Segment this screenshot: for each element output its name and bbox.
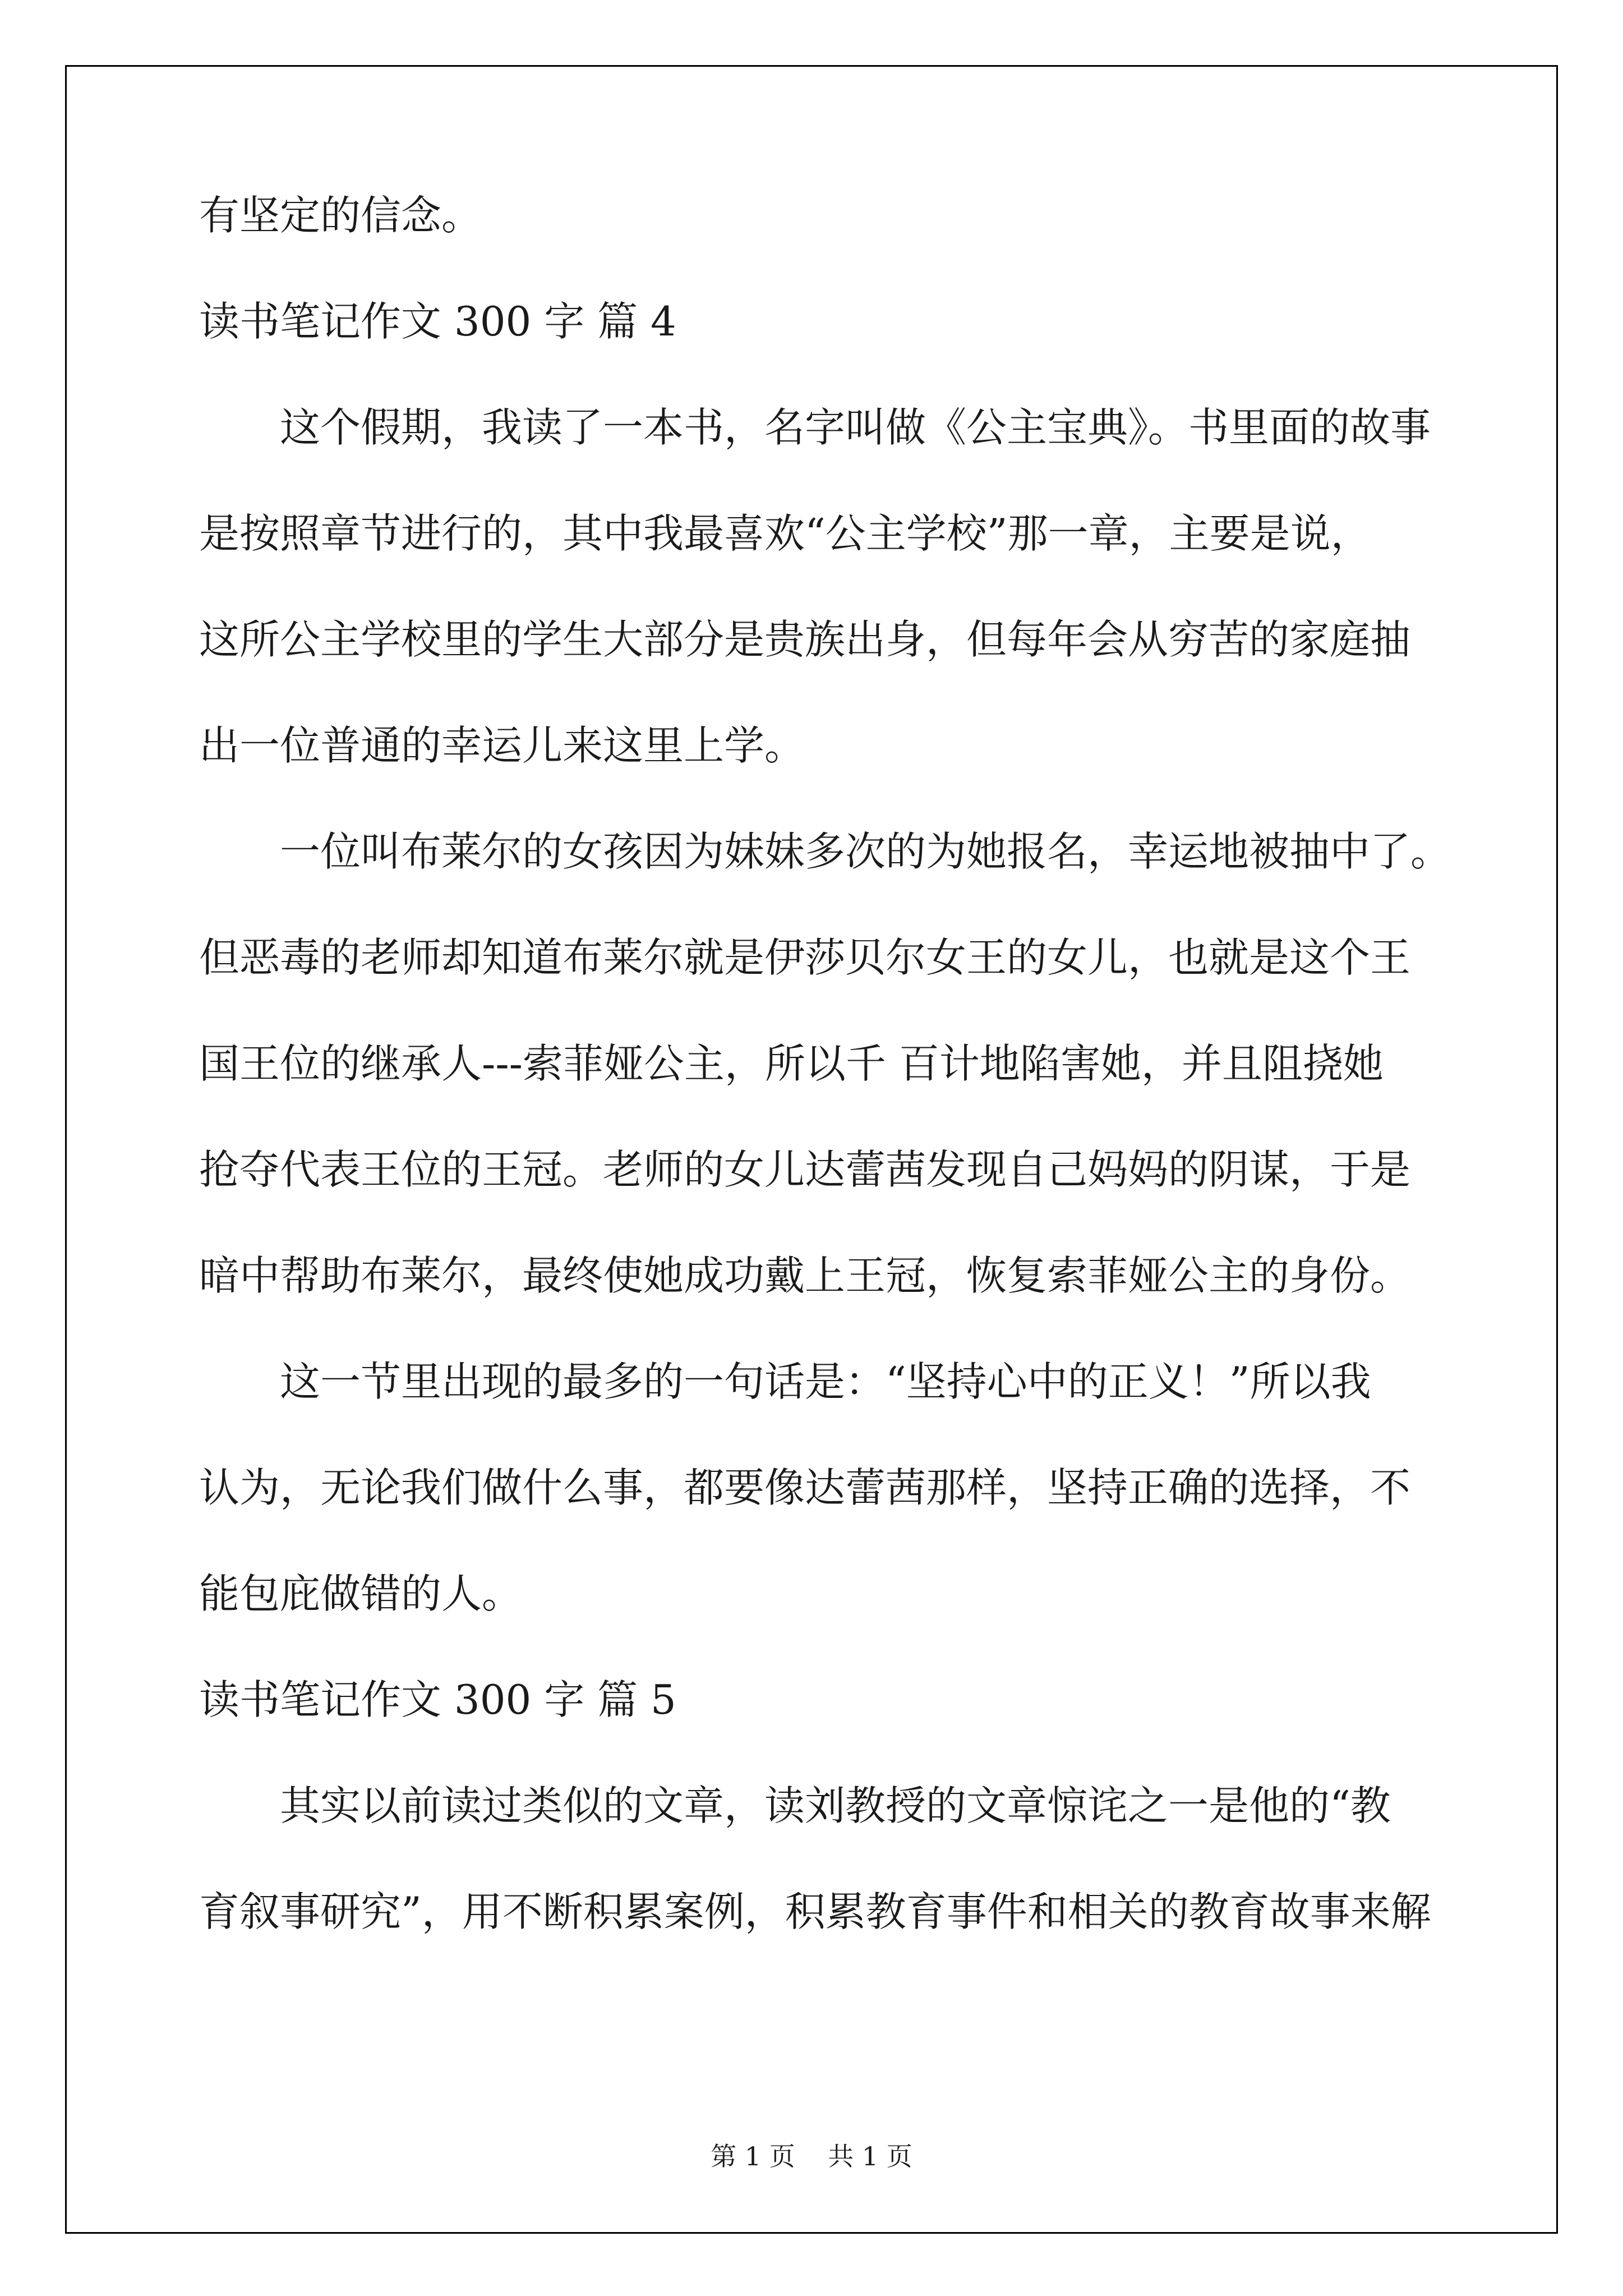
text-line: 育叙事研究”，用不断积累案例，积累教育事件和相关的教育故事来解: [199, 1888, 1431, 1935]
text-line: 出一位普通的幸运儿来这里上学。: [199, 722, 805, 769]
text-line: 国王位的继承人---索菲娅公主，所以千 百计地陷害她，并且阻挠她: [199, 1040, 1384, 1087]
text-line: 暗中帮助布莱尔，最终使她成功戴上王冠，恢复索菲娅公主的身份。: [199, 1252, 1411, 1299]
text-line: 读书笔记作文 300 字 篇 4: [199, 298, 676, 345]
page-footer: 第 1 页 共 1 页: [711, 2141, 912, 2171]
text-line: 认为，无论我们做什么事，都要像达蕾茜那样，坚持正确的选择，不: [199, 1464, 1411, 1511]
text-line: 这一节里出现的最多的一句话是：“坚持心中的正义！”所以我: [280, 1358, 1371, 1405]
text-line: 其实以前读过类似的文章，读刘教授的文章惊诧之一是他的“教: [280, 1782, 1391, 1829]
text-line: 一位叫布莱尔的女孩因为妹妹多次的为她报名，幸运地被抽中了。: [280, 828, 1451, 875]
text-line: 抢夺代表王位的王冠。老师的女儿达蕾茜发现自己妈妈的阴谋，于是: [199, 1146, 1411, 1193]
text-line: 能包庇做错的人。: [199, 1570, 523, 1617]
text-line: 是按照章节进行的，其中我最喜欢“公主学校”那一章，主要是说，: [199, 510, 1371, 557]
text-line: 这所公主学校里的学生大部分是贵族出身，但每年会从穷苦的家庭抽: [199, 616, 1411, 663]
text-line: 读书笔记作文 300 字 篇 5: [199, 1676, 676, 1723]
text-line: 这个假期，我读了一本书，名字叫做《公主宝典》。书里面的故事: [280, 404, 1431, 451]
text-line: 有坚定的信念。: [199, 192, 482, 239]
text-line: 但恶毒的老师却知道布莱尔就是伊莎贝尔女王的女儿，也就是这个王: [199, 934, 1411, 981]
